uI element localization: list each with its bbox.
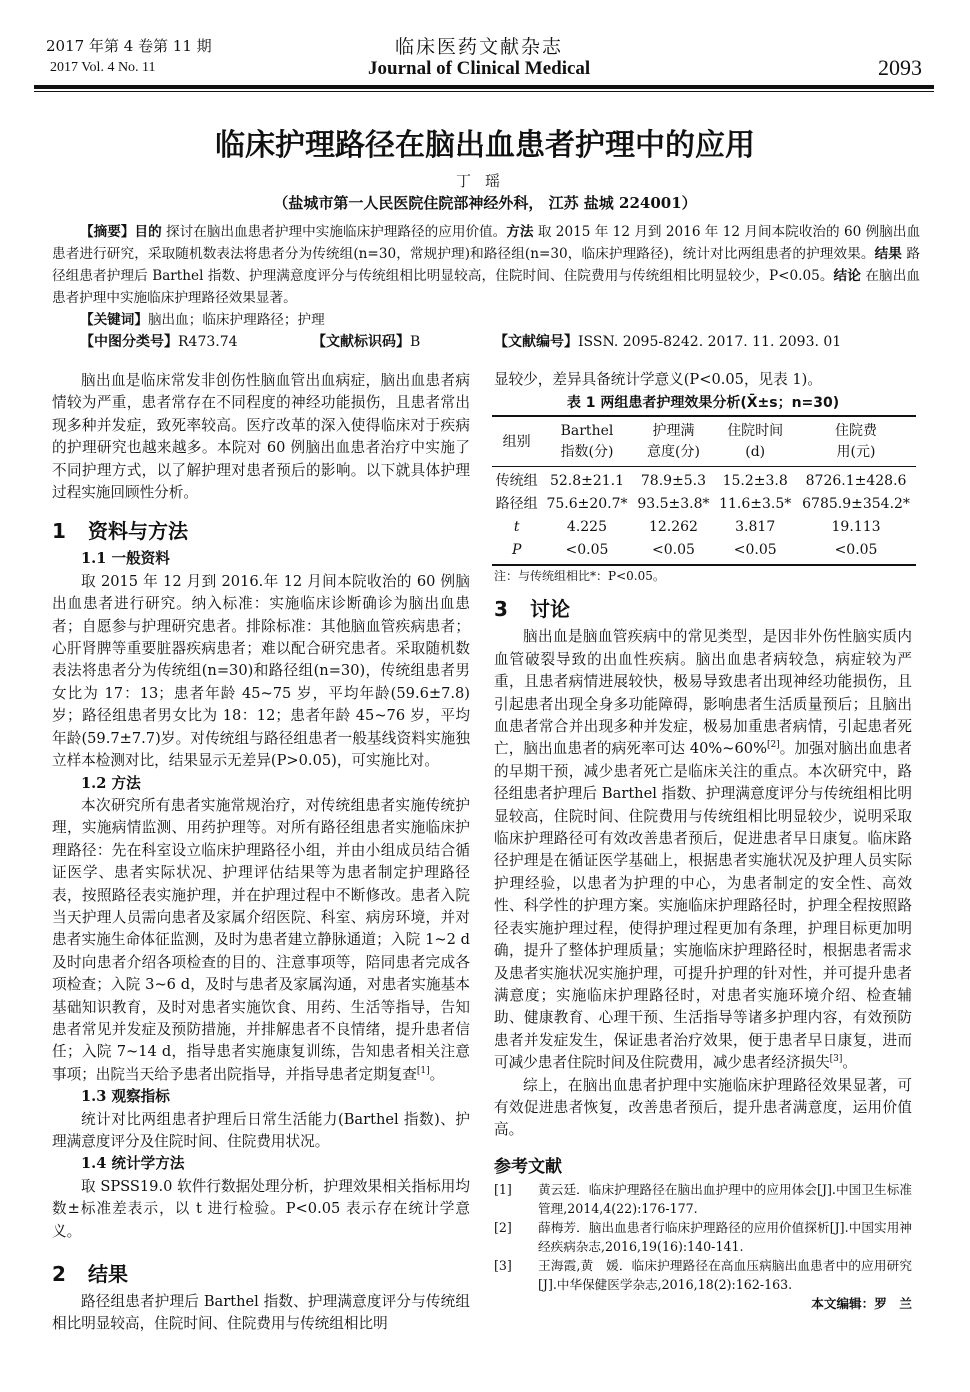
reference-item: [494, 1256, 912, 1294]
reference-text: 薛梅芳．脑出血患者行临床护理路径的应用价值探析[J].中国实用神经疾病杂志,2016,19(16):140-141.: [538, 1220, 912, 1255]
intro-paragraph: 脑出血是临床常发非创伤性脑血管出血病症，脑出血患者病情较为严重，患者常存在不同程度的神经功能损伤，且患者常出现多种并发症，致死率较高。医疗改革的深入使得临床对于疾病的护理研究也越来越多。本院对 60 例脑出血患者治疗中实施了不同护理方式，以了解护理对患者预后的影响。以下就具体护理过程实施回顾性分析。: [52, 372, 470, 502]
section-1-heading: [52, 516, 470, 546]
citation-3: [3]: [829, 1054, 843, 1065]
th-group: 组别: [502, 433, 531, 450]
table-cell: 12.262: [648, 519, 698, 536]
article-id: [494, 331, 841, 351]
table-row: [492, 467, 916, 494]
table-header-group: [492, 416, 541, 467]
keywords-text: 脑出血；临床护理路径；护理: [147, 312, 325, 328]
th-satisfaction-line2: 意度(分): [647, 443, 700, 460]
subsection-1-1-text: 取 2015 年 12 月到 2016.年 12 月间本院收治的 60 例脑出血患者进行研究。纳入标准：实施临床诊断确诊为脑出血患者；自愿参与护理研究患者。排除标准：其他脑血管疾病患者；心肝肾脾等重要脏器疾病患者；难以配合研究患者。采取随机数表法将患者分为传统组(n=30)和路径组(n=30)，传统组患者男女比为 17：13；患者年龄 45~75 岁，平均年龄(59.6±7.8)岁；路径组患者男女比为 18：12；患者年龄 45~76 岁，平均年龄(59.7±7.7)岁。对传统组与路径组患者一般基线资料实施独立样本检测对比，结果显示无差异(P>0.05)，可实施比对。: [52, 572, 470, 770]
table-1-note: 注：与传统组相比*：P<0.05。: [494, 569, 665, 584]
journal-name-en: Journal of Clinical Medical: [368, 58, 591, 79]
affiliation: （盐城市第一人民医院住院部神经外科， 江苏 盐城 224001）: [273, 194, 697, 212]
table-cell: <0.05: [652, 542, 695, 559]
table-cell: <0.05: [733, 542, 777, 559]
reference-text: 王海霞,黄 媛．临床护理路径在高血压病脑出血患者中的应用研究[J].中华保健医学杂志,2016,18(2):162-163.: [538, 1258, 912, 1293]
th-cost-line2: 用(元): [836, 443, 876, 460]
citation-2: [2]: [766, 740, 780, 751]
objective-label: 目的: [134, 224, 162, 240]
references-list: [494, 1180, 912, 1294]
document-code: [312, 331, 420, 351]
subsection-1-4-text: 取 SPSS19.0 软件行数据处理分析，护理效果相关指标用均数±标准差表示，以 t 进行检验。P<0.05 表示存在统计学意义。: [52, 1177, 470, 1240]
section-3-title: 讨论: [530, 597, 570, 622]
reference-text: 黄云廷．临床护理路径在脑出血护理中的应用体会[J].中国卫生标准管理,2014,4(22):176-177.: [538, 1182, 912, 1217]
table-cell: 15.2±3.8: [722, 473, 788, 490]
keywords: [52, 309, 920, 331]
table-row-label: t: [513, 519, 520, 536]
subsection-1-4-heading: 1.4 统计学方法: [81, 1155, 185, 1173]
table-cell: 11.6±3.5*: [719, 496, 792, 513]
editor-credit: 本文编辑：罗 兰: [811, 1296, 912, 1312]
table-cell: <0.05: [834, 542, 878, 559]
subsection-1-2-text: [52, 795, 470, 1086]
abstract-body: [52, 221, 920, 309]
th-cost-line1: 住院费: [835, 422, 878, 439]
result-text: 路径组患者护理后 Barthel 指数、护理满意度评分与传统组相比明显较高，住院时间、住院费用与传统组相比明显较少，P<0.05。: [52, 246, 920, 284]
clc-value: R473.74: [178, 334, 238, 350]
result-label: 结果: [874, 246, 902, 262]
section-3-p1-a: 脑出血是脑血管疾病中的常见类型，是因非外伤性脑实质内血管破裂导致的出血性疾病。脑出血患者病较急，病症较为严重，且患者病情进展较快，极易导致患者出现神经功能损伤，且引起患者出现全身多功能障碍，影响患者生活质量预后；且脑出血患者常合并出现多种并发症，极易加重患者病情，引起患者死亡，脑出血患者的病死率可达 40%~60%: [494, 628, 912, 758]
article-title: 临床护理路径在脑出血患者护理中的应用: [215, 128, 755, 163]
table-cell: 6785.9±354.2*: [802, 496, 910, 513]
abstract-label: 【摘要】: [80, 224, 135, 240]
section-3-p1-b: 。加强对脑出血患者的早期干预，减少患者死亡是临床关注的重点。本次研究中，路径组患者护理后 Barthel 指数、护理满意度评分与传统组相比明显较高，住院时间、住院费用与传统组相比明显较少，说明采取临床护理路径可有效改善患者预后，促进患者早日康复。临床路径护理是在循证医学基础上，根据患者实施状况及护理人员实际护理经验，以患者为护理的中心，为患者制定的安全性、高效性、科学性的护理方案。实施临床护理路径时，护理全程按照路径表实施护理过程，使得护理过程更加有条理，护理目标更加明确，提升了整体护理质量；实施临床护理路径时，根据患者需求及患者实施状况实施护理，可提升护理的针对性，并可提升患者满意度；实施临床护理路径时，对患者实施环境介绍、检查辅助、健康教育、心理干预、生活指导等诸多护理内容，有效预防患者并发症发生，保证患者治疗效果，便于患者早日康复，进而可减少患者住院时间及住院费用，减少患者经济损失: [494, 740, 912, 1072]
table-header-barthel: [541, 416, 632, 467]
reference-number: [1]: [494, 1182, 512, 1198]
section-3-number: 3: [494, 597, 508, 622]
subsection-1-2-heading: 1.2 方法: [81, 774, 141, 792]
subsection-1-3-text: 统计对比两组患者护理后日常生活能力(Barthel 指数)、护理满意度评分及住院时间、住院费用状况。: [52, 1110, 470, 1150]
table-cell: 3.817: [735, 519, 776, 536]
section-1-number: 1: [52, 519, 66, 544]
table-row-label: P: [511, 542, 522, 559]
header-rule-thin: [34, 91, 934, 92]
table-header-cost: [796, 416, 916, 467]
th-stay-line1: 住院时间: [727, 422, 784, 439]
table-row-label: 路径组: [495, 496, 538, 513]
th-barthel-line2: 指数(分): [560, 444, 614, 461]
page-number: 2093: [878, 55, 922, 80]
reference-number: [3]: [494, 1258, 512, 1274]
right-column: [494, 369, 912, 1314]
clc-label: 【中图分类号】: [80, 334, 178, 350]
keywords-label: 【关键词】: [80, 312, 148, 328]
references-heading: 参考文献: [494, 1156, 562, 1177]
author: 丁瑶: [455, 172, 514, 190]
section-2-number: 2: [52, 1262, 66, 1287]
conclusion-text: 在脑出血患者护理中实施临床护理路径效果显著。: [52, 268, 920, 306]
issue-cn: 2017 年第 4 卷第 11 期: [46, 37, 212, 55]
reference-item: [494, 1180, 912, 1218]
section-3-heading: [494, 594, 912, 624]
table-cell: 52.8±21.1: [549, 473, 625, 490]
article-id-label: 【文献编号】: [494, 334, 578, 350]
reference-item: [494, 1218, 912, 1256]
header-rule-thick: [34, 85, 934, 89]
th-barthel-line1: Barthel: [560, 423, 614, 440]
table-row: [492, 539, 916, 565]
subsection-1-3-heading: 1.3 观察指标: [81, 1088, 170, 1106]
table-cell: 8726.1±428.6: [805, 473, 907, 490]
table-header-satisfaction: [633, 416, 715, 467]
method-label: 方法: [506, 224, 534, 240]
objective-text: 探讨在脑出血患者护理中实施临床护理路径的应用价值。: [166, 224, 507, 240]
table-1-caption: 表 1 两组患者护理效果分析(X̄±s；n=30): [566, 395, 840, 412]
section-2-title: 结果: [88, 1262, 128, 1287]
method-text: 取 2015 年 12 月到 2016 年 12 月间本院收治的 60 例脑出血患者进行研究，采取随机数表法将患者分为传统组(n=30，常规护理)和路径组(n=30，临床护理路径)，统计对比两组患者的护理效果。: [52, 224, 921, 262]
th-satisfaction-line1: 护理满: [652, 422, 695, 439]
table-1: [492, 415, 916, 566]
section-3-paragraph-2: 综上，在脑出血患者护理中实施临床护理路径效果显著，可有效促进患者恢复，改善患者预后，提升患者满意度，运用价值高。: [494, 1076, 912, 1139]
clc-number: [80, 331, 238, 351]
reference-number: [2]: [494, 1220, 512, 1236]
section-3-p1-end: 。: [842, 1054, 858, 1072]
journal-name-cn: 临床医药文献杂志: [395, 36, 564, 58]
table-row-label: 传统组: [495, 473, 538, 490]
section-2-text-b: 显较少，差异具备统计学意义(P<0.05，见表 1)。: [494, 371, 822, 388]
subsection-1-1-heading: 1.1 一般资料: [81, 550, 170, 568]
section-2-text-a: 路径组患者护理后 Barthel 指数、护理满意度评分与传统组相比明显较高，住院时间、住院费用与传统组相比明: [52, 1293, 470, 1333]
doc-code-value: B: [410, 334, 421, 350]
section-1-title: 资料与方法: [88, 519, 188, 544]
citation-1: [1]: [416, 1065, 430, 1076]
table-header-row: [492, 416, 916, 467]
table-header-stay: [714, 416, 796, 467]
issue-en: 2017 Vol. 4 No. 11: [50, 60, 156, 75]
table-row: [492, 516, 916, 539]
table-cell: 78.9±5.3: [640, 473, 707, 490]
doc-code-label: 【文献标识码】: [312, 334, 410, 350]
table-cell: <0.05: [565, 542, 609, 559]
article-id-value: ISSN. 2095-8242. 2017. 11. 2093. 01: [578, 334, 842, 350]
table-cell: 75.6±20.7*: [546, 496, 628, 513]
subsection-1-2-body: 本次研究所有患者实施常规治疗，对传统组患者实施传统护理，实施病情监测、用药护理等。对所有路径组患者实施临床护理路径：先在科室设立临床护理路径小组，并由小组成员结合循证医学、患者实际状况、护理评估结果等为患者制定护理路径表，按照路径表实施护理，并在护理过程中不断修改。患者入院当天护理人员需向患者及家属介绍医院、科室、病房环境，并对患者实施生命体征监测，及时为患者建立静脉通道；入院 1~2 d 及时向患者介绍各项检查的目的、注意事项等，陪同患者完成各项检查；入院 3~6 d，及时与患者及家属沟通，对患者实施基本基础知识教育，及时对患者实施饮食、用药、生活等指导，告知患者常见并发症及预防措施，并排解患者不良情绪，提升患者信任；入院 7~14 d，指导患者实施康复训练，告知患者相关注意事项；出院当天给予患者出院指导，并指导患者定期复查: [52, 796, 470, 1083]
abstract: [52, 221, 920, 331]
conclusion-label: 结论: [833, 268, 861, 284]
table-cell: 93.5±3.8*: [637, 496, 710, 513]
table-row: [492, 493, 916, 516]
left-column: [52, 370, 470, 1336]
table-cell: 4.225: [566, 519, 608, 536]
subsection-1-2-end: 。: [429, 1065, 445, 1083]
section-3-paragraph-1: [494, 626, 912, 1074]
section-2-heading: [52, 1259, 470, 1289]
table-cell: 19.113: [831, 519, 881, 536]
th-stay-line2: (d): [745, 443, 766, 460]
